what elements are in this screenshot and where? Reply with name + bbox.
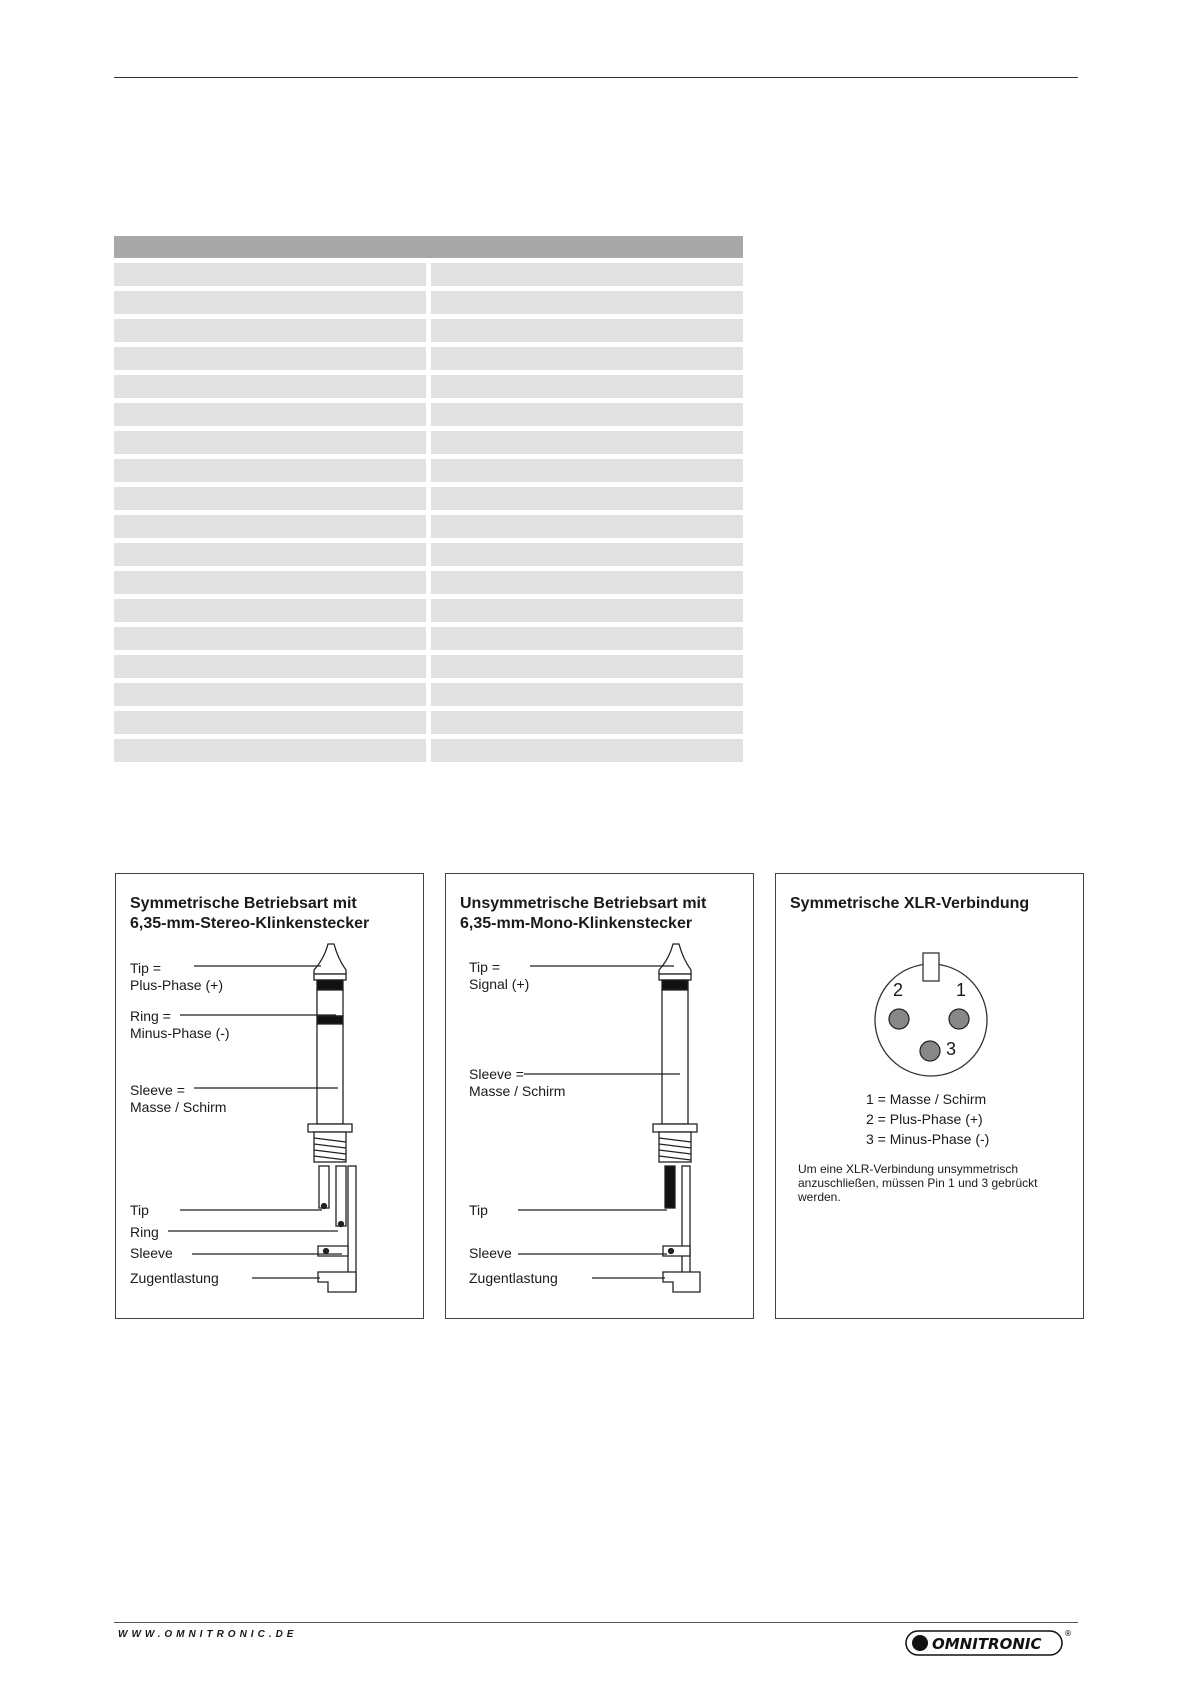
spec-value-cell: [431, 515, 743, 538]
top-rule: [114, 77, 1078, 78]
spec-label-cell: [114, 655, 426, 678]
xlr-note: Um eine XLR-Verbindung unsymmetrisch anzuschließen, müssen Pin 1 und 3 gebrückt werden.: [798, 1162, 1038, 1204]
spec-value-cell: [431, 347, 743, 370]
pin-number-1: 1: [956, 980, 967, 1000]
tip-desc: Plus-Phase (+): [130, 977, 223, 993]
spec-label-cell: [114, 347, 426, 370]
spec-label-cell: [114, 459, 426, 482]
table-row: [114, 711, 743, 734]
spec-value-cell: [431, 711, 743, 734]
sleeve-desc: Masse / Schirm: [130, 1099, 227, 1115]
bottom-rule: [114, 1622, 1078, 1623]
spec-label-cell: [114, 291, 426, 314]
spec-label-cell: [114, 571, 426, 594]
spec-value-cell: [431, 459, 743, 482]
spec-value-cell: [431, 375, 743, 398]
omnitronic-logo: [904, 1627, 1074, 1657]
xlr-pin-1: [949, 1009, 969, 1029]
table-row: [114, 739, 743, 762]
ring-desc: Minus-Phase (-): [130, 1025, 230, 1041]
xlr-pin-legend: [866, 1089, 989, 1149]
sleeve-label: Sleeve =: [469, 1066, 524, 1082]
table-row: [114, 571, 743, 594]
table-row: [114, 599, 743, 622]
spec-table-header: [114, 236, 743, 258]
table-row: [114, 375, 743, 398]
xlr-pin-2: [889, 1009, 909, 1029]
table-row: [114, 459, 743, 482]
solder-sleeve-label: Sleeve: [130, 1245, 173, 1261]
spec-value-cell: [431, 291, 743, 314]
xlr-pin-3: [920, 1041, 940, 1061]
spec-label-cell: [114, 739, 426, 762]
table-row: [114, 347, 743, 370]
logo-registered-mark: ®: [1064, 1629, 1072, 1638]
spec-label-cell: [114, 711, 426, 734]
spec-label-cell: [114, 627, 426, 650]
solder-sleeve-label: Sleeve: [469, 1245, 512, 1261]
spec-label-cell: [114, 319, 426, 342]
panel-mono-jack: [445, 873, 754, 1319]
panel-stereo-jack: [115, 873, 424, 1319]
spec-label-cell: [114, 375, 426, 398]
spec-value-cell: [431, 655, 743, 678]
spec-value-cell: [431, 683, 743, 706]
spec-value-cell: [431, 739, 743, 762]
legend-pin-2: 2 = Plus-Phase (+): [866, 1111, 983, 1127]
sleeve-desc: Masse / Schirm: [469, 1083, 566, 1099]
spec-value-cell: [431, 543, 743, 566]
spec-label-cell: [114, 515, 426, 538]
panel-title: Unsymmetrische Betriebsart mit 6,35-mm-Mono-Klinkenstecker: [460, 895, 707, 932]
spec-value-cell: [431, 627, 743, 650]
legend-pin-1: 1 = Masse / Schirm: [866, 1091, 987, 1107]
solder-tip-label: Tip: [469, 1202, 488, 1218]
spec-value-cell: [431, 403, 743, 426]
table-row: [114, 627, 743, 650]
table-row: [114, 543, 743, 566]
table-row: [114, 263, 743, 286]
pin-number-3: 3: [946, 1039, 957, 1059]
spec-value-cell: [431, 599, 743, 622]
spec-label-cell: [114, 431, 426, 454]
legend-pin-3: 3 = Minus-Phase (-): [866, 1131, 990, 1147]
spec-label-cell: [114, 487, 426, 510]
spec-label-cell: [114, 543, 426, 566]
footer-url[interactable]: WWW.OMNITRONIC.DE: [118, 1629, 298, 1640]
spec-table-body: [114, 263, 743, 762]
spec-label-cell: [114, 263, 426, 286]
spec-value-cell: [431, 319, 743, 342]
solder-ring-label: Ring: [130, 1224, 159, 1240]
table-row: [114, 655, 743, 678]
spec-label-cell: [114, 599, 426, 622]
table-row: [114, 431, 743, 454]
ring-label: Ring =: [130, 1008, 171, 1024]
panel-title: Symmetrische XLR-Verbindung: [790, 895, 1030, 912]
sleeve-label: Sleeve =: [130, 1082, 185, 1098]
table-row: [114, 515, 743, 538]
panel-xlr: [775, 873, 1084, 1319]
solder-tip-label: Tip: [130, 1202, 149, 1218]
table-row: [114, 487, 743, 510]
strain-relief-label: Zugentlastung: [130, 1270, 219, 1286]
tip-desc: Signal (+): [469, 976, 530, 992]
tip-label: Tip =: [130, 960, 161, 976]
strain-relief-label: Zugentlastung: [469, 1270, 558, 1286]
spec-label-cell: [114, 683, 426, 706]
spec-label-cell: [114, 403, 426, 426]
logo-text: OMNITRONIC: [932, 1635, 1042, 1653]
spec-value-cell: [431, 263, 743, 286]
panel-title: Symmetrische Betriebsart mit 6,35-mm-Stereo-Klinkenstecker: [130, 895, 370, 932]
table-row: [114, 403, 743, 426]
pin-number-2: 2: [893, 980, 904, 1000]
spec-value-cell: [431, 571, 743, 594]
table-row: [114, 683, 743, 706]
spec-value-cell: [431, 487, 743, 510]
spec-value-cell: [431, 431, 743, 454]
tip-label: Tip =: [469, 959, 500, 975]
table-row: [114, 319, 743, 342]
table-row: [114, 291, 743, 314]
spec-table: [114, 236, 743, 762]
